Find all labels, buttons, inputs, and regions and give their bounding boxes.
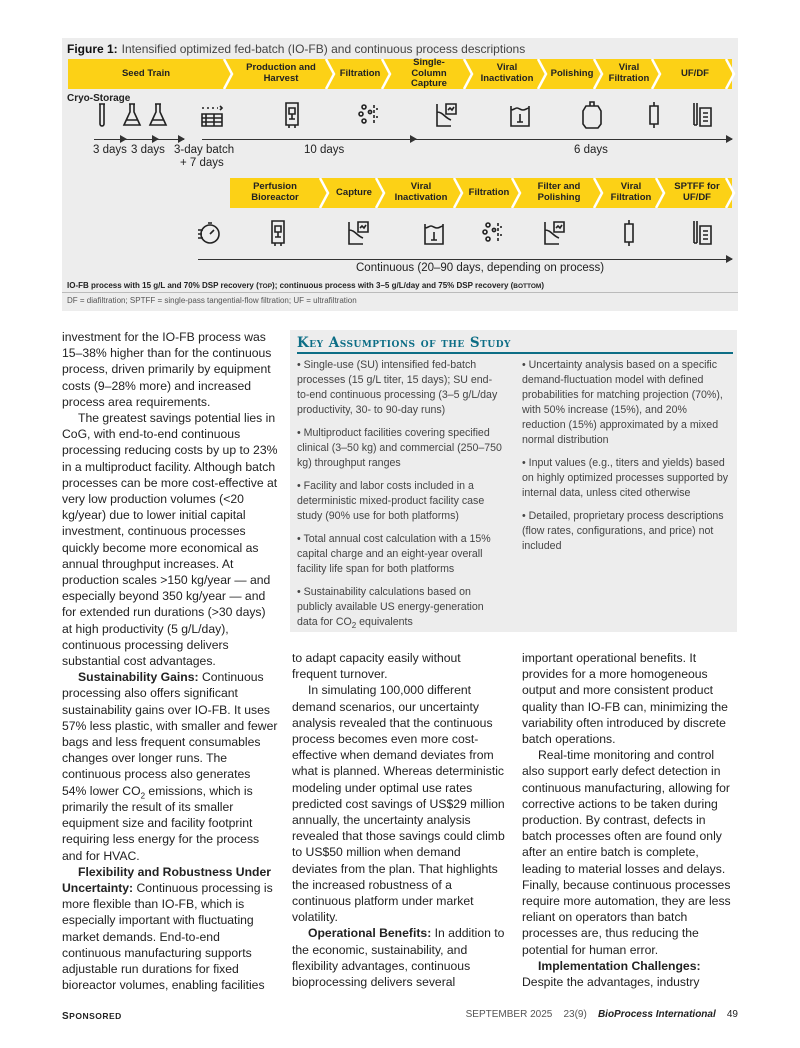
col1-para-2: The greatest savings potential lies in CoG, with end-to-end continuous processing reducing costs by up to 23% in a multiproduct facility. Although batch processes can be more cost-effective at very low production volumes (<20 kg/year) due to lower initial capital investment, continuous processes quickly become more economical as annual throughput increases. At production scales >150 kg/year — and especially beyond 350 kg/year — and for extended run durations (>30 days) at high productivity (5 g/L/day), continuous processing delivers substantial cost advantages. [62, 411, 278, 669]
col2-para-3: Operational Benefits: In addition to the economic, sustainability, and flexibility advantages, continuous bioprocessing delivers several [292, 926, 505, 990]
continuous-stage-6: SPTFF for UF/DF [662, 178, 732, 208]
cryo-storage-label: Cryo-Storage [67, 93, 131, 104]
continuous-timeline-axis [198, 259, 732, 260]
assumption-item: • Multiproduct facilities covering specified clinical (3–50 kg) and commercial (250–750 kg) throughput ranges [297, 427, 502, 469]
col3-para-3: Implementation Challenges: Despite the advantages, industry [522, 958, 701, 990]
col1-para-3: Sustainability Gains: Continuous processing also offers significant sustainability gains over IO-FB. It uses 57% less plastic, with smaller and fewer bags and less frequent consumables changes over longer runs. The continuous process also generates 54% lower $CO_2$ emissions, which is primarily the result of its smaller equipment size and facility footprint requiring less energy for the process and for HVAC. [62, 670, 278, 863]
assumption-item: • Facility and labor costs included in a deterministic mixed-product facility case study (90% use for both platforms) [297, 480, 485, 522]
col3-para-2: Real-time monitoring and control also support early defect detection in continuous manufacturing, allowing for corrective actions to be taken during production. By contrast, defects in batch processes often are found only after an entire batch is complete, leading to material losses and delays. Finally, because continuous processes require more automation, they are less reliant on operators than batch processes are, thus reducing the potential for human error. [522, 748, 731, 957]
journal-name: BioProcess International [597, 1009, 716, 1020]
iofb-stage-2: Filtration [332, 59, 388, 89]
assumption-item: • Detailed, proprietary process descriptions (flow rates, configurations, and price) not included [522, 510, 724, 552]
figure-caption [67, 42, 525, 56]
ufdf-system-icon [690, 100, 714, 130]
column-3 [522, 650, 738, 990]
iofb-stage-6: Viral Filtration [600, 59, 658, 89]
depth-filter-icon [356, 100, 380, 130]
flask-icon [120, 100, 144, 130]
inactivation-tank-icon [508, 100, 532, 130]
stopwatch-icon [197, 218, 221, 248]
page-number: 49 [726, 1009, 738, 1020]
col1-para-4: Flexibility and Robustness Under Uncertainty: Continuous processing is more flexible than IO-FB, which is especially important with fluctuating market demands. End-to-end continuous manufacturing supports adjustable run durations for fixed bioreactor volumes, enabling facilities [62, 864, 273, 993]
inactivation-tank-icon [422, 218, 446, 248]
figure-abbreviations: DF = diafiltration; SPTFF = single-pass tangential-flow filtration; UF = ultrafiltration [67, 296, 357, 305]
continuous-stage-5: Viral Filtration [600, 178, 662, 208]
assumption-item: • Sustainability calculations based on publicly available US energy-generation data for $CO_2$ equivalents [297, 586, 484, 631]
column-2 [292, 650, 508, 990]
continuous-stage-4: Filter and Polishing [518, 178, 600, 208]
iofb-stage-5: Polishing [544, 59, 600, 89]
col1-para-1: investment for the IO-FB process was 15–38% higher than for the continuous process, driven primarily by equipment costs (9–28% more) and increased process area requirements. [62, 330, 272, 409]
iofb-stage-3: Single-Column Capture [388, 59, 470, 89]
figure-caption-text: Intensified optimized fed-batch (IO-FB) and continuous process descriptions [121, 42, 526, 56]
iofb-stage-1: Production and Harvest [230, 59, 332, 89]
duration-batch: 3-day batch [174, 144, 235, 156]
duration-downstream: 6 days [574, 144, 608, 156]
duration-continuous: Continuous (20–90 days, depending on process) [356, 262, 605, 274]
assumption-item: • Uncertainty analysis based on a specific demand-fluctuation model with defined probabilities for matching projection (70%), with 50% increase (15%), and 20% reduction (15%) approximated by a mixed normal distribution [522, 359, 723, 446]
continuous-stage-0: Perfusion Bioreactor [230, 178, 326, 208]
vial-icon [90, 100, 114, 130]
chromatography-icon [346, 218, 370, 248]
key-assumptions-sidebar [290, 330, 737, 632]
chromatography-icon [434, 100, 458, 130]
column-1 [62, 329, 278, 993]
assumption-item: • Total annual cost calculation with a 15% capital charge and an eight-year overall facility life span for both platforms [297, 533, 491, 575]
seed-train-axis [94, 139, 184, 140]
iofb-stage-4: Viral Inactivation [470, 59, 544, 89]
col2-para-2: In simulating 100,000 different demand scenarios, our uncertainty analysis revealed that the continuous process becomes even more cost-effective when demand deviates from what is planned. Whereas deterministic modeling under optimal use rates predicted cost savings of US$29 million annually, the uncertainty analysis revealed that those savings could climb to US$50 million when demand deviates from the plan. That highlights the increased robustness of a continuous platform under market volatility. [292, 683, 505, 925]
duration-seed-1: 3 days [93, 144, 127, 156]
sidebar-title: Key Assumptions of the Study [297, 335, 511, 351]
depth-filter-icon [480, 218, 504, 248]
sponsored-rest: PONSORED [69, 1011, 122, 1021]
continuous-stage-2: Viral Inactivation [382, 178, 460, 208]
bioreactor-icon [266, 218, 290, 248]
iofb-timeline-axis [202, 139, 732, 140]
chromatography-icon [542, 218, 566, 248]
duration-seed-2: 3 days [131, 144, 165, 156]
figure-label: Figure 1: [67, 42, 118, 56]
duration-production: 10 days [304, 144, 345, 156]
duration-batch-extra: + 7 days [180, 157, 224, 169]
flask-icon [146, 100, 170, 130]
issue-date: SEPTEMBER 2025 [465, 1009, 553, 1020]
ufdf-system-icon [690, 218, 714, 248]
viral-filter-icon [642, 100, 666, 130]
sidebar-left-column [297, 358, 503, 638]
col2-para-1: to adapt capacity easily without frequent turnover. [292, 651, 461, 682]
sponsored-label: SPONSORED [62, 1011, 122, 1022]
issue-number: 23(9) [563, 1009, 587, 1020]
assumption-item: • Single-use (SU) intensified fed-batch processes (15 g/L titer, 15 days); SU end-to-end continuous processing (3–5 g/L/day productivity, 30- to 90-day runs) [297, 359, 498, 416]
col3-para-1: important operational benefits. It provides for a more homogeneous output and more consistent product quality than IO-FB can, minimizing the variability often introduced by discrete batch operations. [522, 651, 728, 747]
page-footer [466, 1009, 738, 1020]
figure-1 [62, 38, 738, 311]
bag-icon [580, 100, 604, 130]
assumption-item: • Input values (e.g., titers and yields) based on highly optimized processes supported by internal data, unless cited otherwise [522, 457, 729, 499]
iofb-stage-0: Seed Train [68, 59, 230, 89]
continuous-stage-1: Capture [326, 178, 382, 208]
viral-filter-icon [617, 218, 641, 248]
continuous-stage-3: Filtration [460, 178, 518, 208]
iofb-stage-7: UF/DF [658, 59, 732, 89]
sidebar-right-column [522, 358, 732, 562]
figure-footnote: IO-FB process with 15 g/L and 70% DSP recovery (TOP); continuous process with 3–5 g/L/day and 75% DSP recovery (BOTTOM) [67, 281, 545, 290]
bioreactor-icon [280, 100, 304, 130]
bioreactor-array-icon [200, 100, 224, 130]
